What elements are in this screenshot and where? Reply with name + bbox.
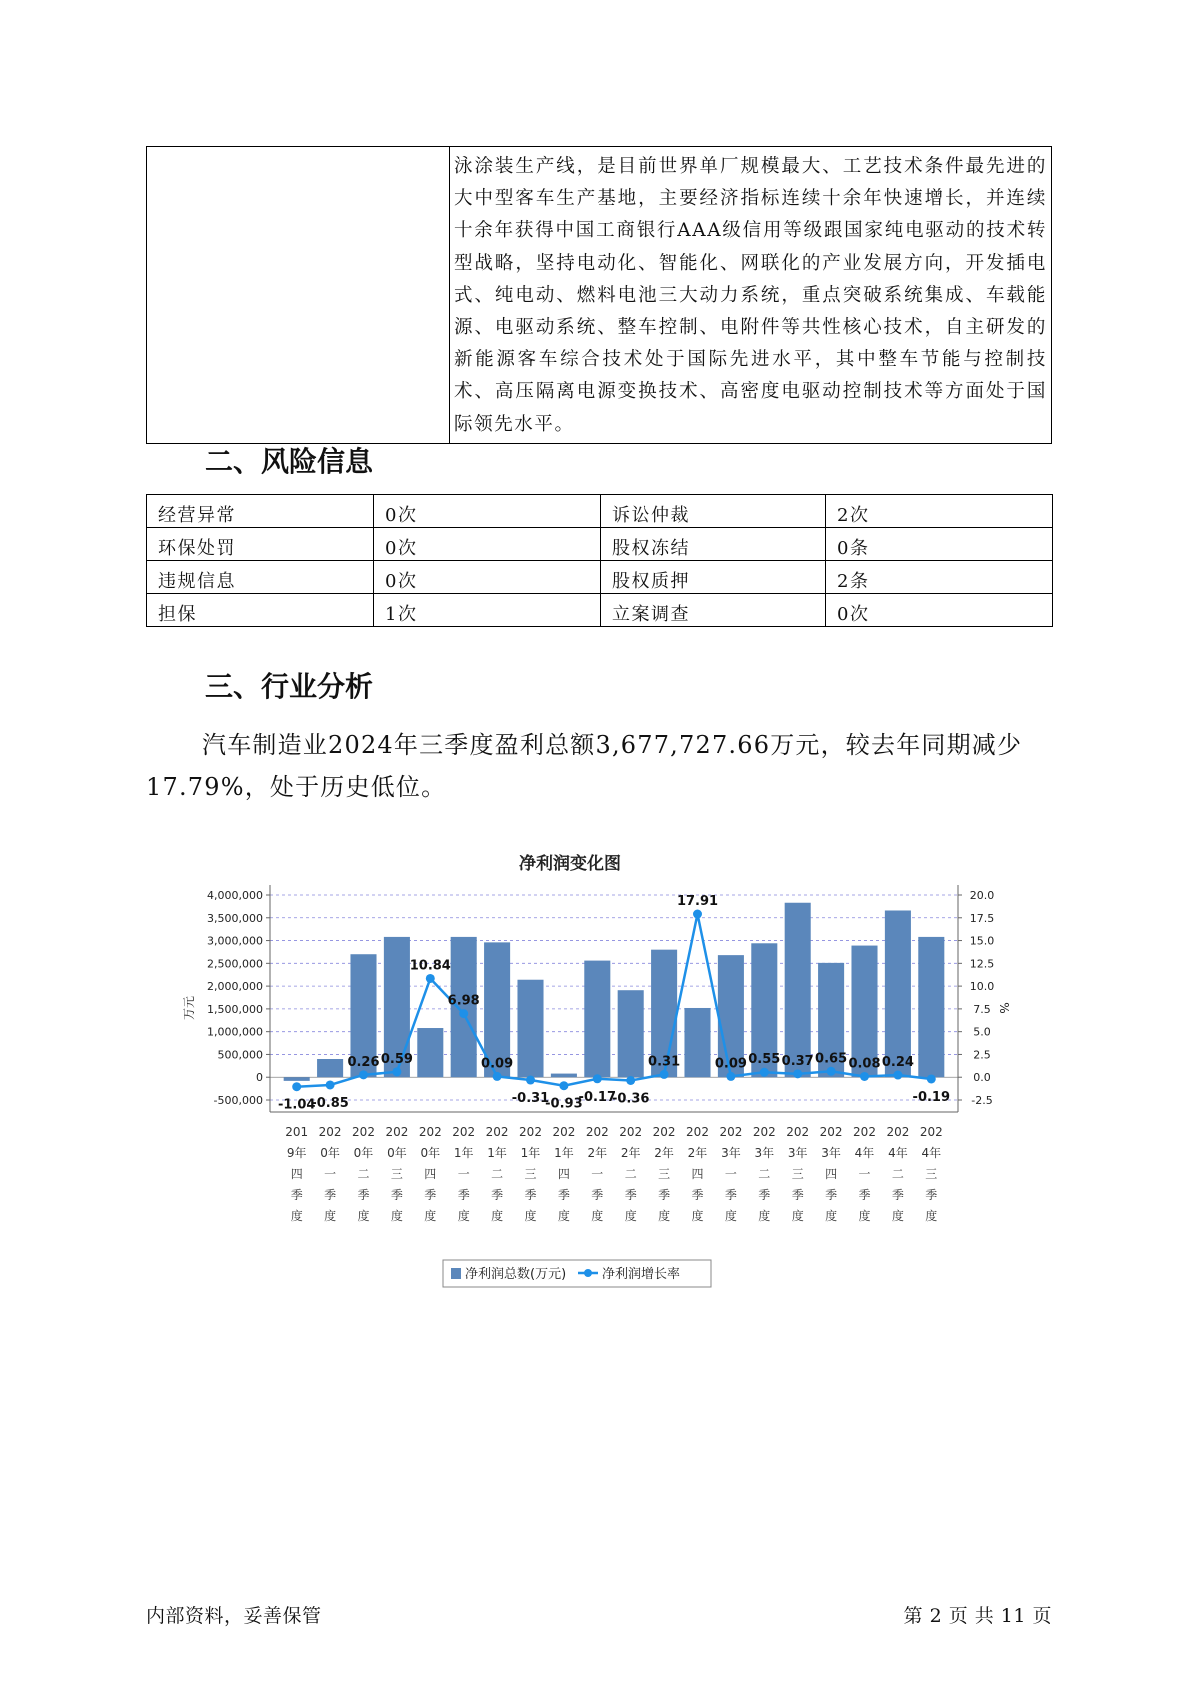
profit-bar bbox=[684, 1008, 710, 1077]
legend-line-label: 净利润增长率 bbox=[602, 1267, 681, 1282]
profit-bar bbox=[785, 903, 811, 1077]
x-category-label: 度 bbox=[290, 1209, 303, 1223]
x-category-label: 202 bbox=[352, 1125, 375, 1139]
risk-table bbox=[146, 494, 1053, 627]
x-category-label: 0年 bbox=[320, 1146, 340, 1160]
risk-value: 2条 bbox=[826, 561, 1053, 594]
risk-row bbox=[147, 561, 1053, 594]
x-category-label: 季 bbox=[691, 1188, 704, 1202]
x-category-label: 二 bbox=[891, 1167, 904, 1181]
x-category-label: 季 bbox=[825, 1188, 838, 1202]
x-category-label: 1年 bbox=[554, 1146, 574, 1160]
x-category-label: 1年 bbox=[453, 1146, 474, 1160]
profit-bar bbox=[417, 1028, 443, 1077]
x-category-label: 202 bbox=[318, 1125, 342, 1139]
profit-bar bbox=[584, 961, 610, 1078]
growth-rate-data-label: 0.26 bbox=[347, 1054, 380, 1070]
x-category-label: 202 bbox=[652, 1125, 676, 1139]
growth-rate-point bbox=[459, 1009, 468, 1018]
legend-bar-label: 净利润总数(万元) bbox=[465, 1267, 567, 1282]
empty-label-cell bbox=[147, 147, 450, 444]
x-category-label: 9年 bbox=[286, 1146, 307, 1160]
x-category-label: 季 bbox=[424, 1188, 437, 1202]
x-category-label: 度 bbox=[524, 1209, 537, 1223]
company-description: 泳涂装生产线，是目前世界单厂规模最大、工艺技术条件最先进的大中型客车生产基地，主要经济指标连续十余年快速增长，并连续十余年获得中国工商银行AAA级信用等级跟国家纯电驱动的技术转型战略，坚持电动化、智能化、网联化的产业发展方向，开发插电式、纯电动、燃料电池三大动力系统，重点突破系统集成、车载能源、电驱动系统、整车控制、电附件等共性核心技术，自主研发的新能源客车综合技术处于国际先进水平，其中整车节能与控制技术、高压隔离电源变换技术、高密度电驱动控制技术等方面处于国际领先水平。 bbox=[450, 147, 1052, 444]
x-category-label: 202 bbox=[919, 1125, 943, 1139]
x-category-label: 201 bbox=[285, 1125, 309, 1139]
y2-tick-label: 5.0 bbox=[973, 1025, 991, 1039]
x-category-label: 0年 bbox=[420, 1146, 441, 1160]
industry-paragraph: 汽车制造业2024年三季度盈利总额3,677,727.66万元，较去年同期减少17.79%，处于历史低位。 bbox=[146, 731, 1023, 801]
x-category-label: 一 bbox=[591, 1167, 604, 1181]
y2-tick-label: 17.5 bbox=[969, 911, 995, 925]
risk-value: 1次 bbox=[374, 594, 601, 627]
x-category-label: 4年 bbox=[854, 1146, 875, 1160]
growth-rate-point bbox=[827, 1067, 836, 1076]
x-category-label: 202 bbox=[619, 1125, 643, 1139]
x-category-label: 四 bbox=[557, 1167, 570, 1181]
risk-label: 立案调查 bbox=[601, 594, 826, 627]
x-category-label: 202 bbox=[786, 1125, 810, 1139]
y2-tick-label: 7.5 bbox=[973, 1002, 991, 1016]
growth-rate-point bbox=[793, 1069, 802, 1078]
y-tick-label: 1,500,000 bbox=[207, 1002, 263, 1016]
x-category-label: 季 bbox=[357, 1188, 370, 1202]
growth-rate-point bbox=[626, 1076, 635, 1085]
growth-rate-point bbox=[760, 1068, 769, 1077]
x-category-label: 四 bbox=[825, 1167, 838, 1181]
growth-rate-data-label: -1.04 bbox=[277, 1097, 316, 1113]
x-category-label: 2年 bbox=[654, 1146, 674, 1160]
x-category-label: 二 bbox=[624, 1167, 637, 1181]
x-category-label: 三 bbox=[390, 1167, 403, 1181]
profit-bar bbox=[284, 1077, 310, 1081]
net-profit-chart bbox=[170, 840, 1011, 1300]
y-tick-label: 3,500,000 bbox=[207, 911, 263, 925]
y2-tick-label: 20.0 bbox=[969, 889, 995, 902]
x-category-label: 度 bbox=[691, 1209, 704, 1223]
x-category-label: 季 bbox=[858, 1188, 871, 1202]
y2-tick-label: 2.5 bbox=[973, 1048, 991, 1062]
x-category-label: 度 bbox=[591, 1209, 604, 1223]
x-category-label: 度 bbox=[658, 1209, 671, 1223]
x-category-label: 季 bbox=[758, 1188, 771, 1202]
x-category-label: 度 bbox=[357, 1209, 370, 1223]
x-category-label: 0年 bbox=[353, 1146, 374, 1160]
growth-rate-data-label: 6.98 bbox=[447, 993, 480, 1009]
x-category-label: 三 bbox=[658, 1167, 671, 1181]
x-category-label: 2年 bbox=[587, 1146, 608, 1160]
growth-rate-point bbox=[392, 1067, 401, 1076]
x-category-label: 二 bbox=[491, 1167, 504, 1181]
y-tick-label: 0 bbox=[256, 1071, 263, 1085]
company-info-table bbox=[146, 146, 1052, 444]
x-category-label: 度 bbox=[791, 1209, 804, 1223]
x-category-label: 三 bbox=[524, 1167, 537, 1181]
x-category-label: 季 bbox=[624, 1188, 637, 1202]
profit-bar bbox=[918, 937, 944, 1077]
y2-tick-label: 12.5 bbox=[969, 957, 995, 971]
footer-confidential-note: 内部资料，妥善保管 bbox=[146, 1605, 322, 1627]
growth-rate-data-label: 0.31 bbox=[648, 1054, 681, 1070]
risk-value: 0次 bbox=[374, 528, 601, 561]
profit-bar bbox=[618, 990, 644, 1077]
x-category-label: 度 bbox=[758, 1209, 771, 1223]
x-category-label: 季 bbox=[457, 1188, 470, 1202]
growth-rate-point bbox=[593, 1074, 602, 1083]
x-category-label: 季 bbox=[290, 1188, 303, 1202]
x-category-label: 季 bbox=[791, 1188, 804, 1202]
growth-rate-data-label: -0.85 bbox=[311, 1095, 349, 1111]
x-category-label: 4年 bbox=[888, 1146, 908, 1160]
x-category-label: 季 bbox=[591, 1188, 604, 1202]
risk-label: 股权质押 bbox=[601, 561, 826, 594]
x-category-label: 度 bbox=[457, 1209, 470, 1223]
x-category-label: 四 bbox=[290, 1167, 303, 1181]
x-category-label: 3年 bbox=[821, 1146, 841, 1160]
growth-rate-data-label: 0.65 bbox=[815, 1051, 848, 1067]
x-category-label: 一 bbox=[858, 1167, 871, 1181]
x-category-label: 3年 bbox=[787, 1146, 808, 1160]
x-category-label: 季 bbox=[724, 1188, 737, 1202]
x-category-label: 3年 bbox=[754, 1146, 775, 1160]
growth-rate-point bbox=[526, 1076, 535, 1085]
risk-section-heading: 二、风险信息 bbox=[205, 445, 374, 478]
x-category-label: 0年 bbox=[387, 1146, 407, 1160]
growth-rate-point bbox=[660, 1070, 669, 1079]
y-axis-title: 万元 bbox=[182, 995, 196, 1021]
risk-label: 担保 bbox=[147, 594, 374, 627]
growth-rate-data-label: -0.31 bbox=[511, 1091, 550, 1107]
x-category-label: 季 bbox=[324, 1188, 337, 1202]
x-category-label: 202 bbox=[886, 1125, 910, 1139]
x-category-label: 三 bbox=[925, 1167, 938, 1181]
growth-rate-point bbox=[559, 1081, 568, 1090]
x-category-label: 度 bbox=[557, 1209, 570, 1223]
x-category-label: 度 bbox=[324, 1209, 337, 1223]
legend-line-marker bbox=[584, 1269, 592, 1277]
growth-rate-point bbox=[860, 1072, 869, 1081]
x-category-label: 4年 bbox=[921, 1146, 942, 1160]
growth-rate-point bbox=[493, 1072, 502, 1081]
x-category-label: 一 bbox=[324, 1167, 337, 1181]
x-category-label: 1年 bbox=[520, 1146, 541, 1160]
x-category-label: 度 bbox=[858, 1209, 871, 1223]
x-category-label: 3年 bbox=[721, 1146, 741, 1160]
risk-value: 2次 bbox=[826, 495, 1053, 528]
growth-rate-point bbox=[326, 1080, 335, 1089]
growth-rate-data-label: 0.55 bbox=[748, 1052, 781, 1068]
industry-section-heading: 三、行业分析 bbox=[205, 670, 374, 703]
x-category-label: 度 bbox=[424, 1209, 437, 1223]
growth-rate-point bbox=[693, 910, 702, 919]
x-category-label: 202 bbox=[686, 1125, 709, 1139]
x-category-label: 季 bbox=[491, 1188, 504, 1202]
x-category-label: 度 bbox=[891, 1209, 904, 1223]
x-category-label: 202 bbox=[585, 1125, 609, 1139]
growth-rate-data-label: 10.84 bbox=[409, 958, 451, 974]
x-category-label: 2年 bbox=[687, 1146, 708, 1160]
x-category-label: 2年 bbox=[620, 1146, 641, 1160]
x-category-label: 202 bbox=[552, 1125, 576, 1139]
y2-tick-label: 10.0 bbox=[969, 980, 995, 994]
growth-rate-point bbox=[927, 1074, 936, 1083]
y2-tick-label: -2.5 bbox=[971, 1094, 993, 1107]
y-tick-label: 1,000,000 bbox=[207, 1025, 263, 1039]
x-category-label: 202 bbox=[719, 1125, 743, 1139]
x-category-label: 202 bbox=[385, 1125, 409, 1139]
x-category-label: 202 bbox=[853, 1125, 876, 1139]
growth-rate-data-label: 0.08 bbox=[848, 1056, 881, 1072]
growth-rate-point bbox=[726, 1072, 735, 1081]
growth-rate-data-label: -0.93 bbox=[545, 1096, 583, 1112]
x-category-label: 202 bbox=[418, 1125, 442, 1139]
risk-label: 违规信息 bbox=[147, 561, 374, 594]
y-tick-label: 2,000,000 bbox=[207, 980, 263, 994]
x-category-label: 度 bbox=[925, 1209, 938, 1223]
x-category-label: 季 bbox=[524, 1188, 537, 1202]
x-category-label: 202 bbox=[819, 1125, 843, 1139]
x-category-label: 季 bbox=[557, 1188, 570, 1202]
growth-rate-data-label: 17.91 bbox=[676, 894, 719, 910]
risk-row bbox=[147, 528, 1053, 561]
x-category-label: 四 bbox=[691, 1167, 704, 1181]
x-category-label: 四 bbox=[424, 1167, 437, 1181]
y-tick-label: -500,000 bbox=[213, 1094, 263, 1107]
x-category-label: 季 bbox=[658, 1188, 671, 1202]
risk-label: 诉讼仲裁 bbox=[601, 495, 826, 528]
x-category-label: 202 bbox=[519, 1125, 542, 1139]
x-category-label: 度 bbox=[624, 1209, 637, 1223]
risk-label: 股权冻结 bbox=[601, 528, 826, 561]
risk-value: 0条 bbox=[826, 528, 1053, 561]
x-category-label: 202 bbox=[485, 1125, 509, 1139]
risk-value: 0次 bbox=[374, 561, 601, 594]
growth-rate-point bbox=[893, 1071, 902, 1080]
profit-bar bbox=[517, 980, 543, 1077]
x-category-label: 度 bbox=[724, 1209, 737, 1223]
risk-value: 0次 bbox=[374, 495, 601, 528]
chart-title: 净利润变化图 bbox=[519, 854, 621, 874]
y2-tick-label: 15.0 bbox=[969, 934, 995, 948]
profit-bar bbox=[317, 1059, 343, 1077]
net-profit-chart-svg bbox=[170, 840, 1011, 1300]
y-tick-label: 4,000,000 bbox=[207, 889, 263, 902]
growth-rate-point bbox=[426, 974, 435, 983]
growth-rate-point bbox=[359, 1070, 368, 1079]
growth-rate-data-label: -0.36 bbox=[611, 1091, 650, 1107]
profit-bar bbox=[885, 910, 911, 1077]
y-tick-label: 3,000,000 bbox=[207, 934, 263, 948]
x-category-label: 季 bbox=[891, 1188, 904, 1202]
legend-bar-swatch bbox=[451, 1268, 461, 1279]
growth-rate-data-label: 0.37 bbox=[781, 1053, 814, 1069]
footer-page-number: 第 2 页 共 11 页 bbox=[903, 1605, 1052, 1627]
x-category-label: 202 bbox=[752, 1125, 776, 1139]
x-category-label: 季 bbox=[925, 1188, 938, 1202]
x-category-label: 一 bbox=[457, 1167, 470, 1181]
risk-label: 经营异常 bbox=[147, 495, 374, 528]
x-category-label: 一 bbox=[724, 1167, 737, 1181]
risk-value: 0次 bbox=[826, 594, 1053, 627]
x-category-label: 1年 bbox=[487, 1146, 507, 1160]
x-category-label: 三 bbox=[791, 1167, 804, 1181]
growth-rate-data-label: 0.09 bbox=[714, 1056, 747, 1072]
risk-row bbox=[147, 594, 1053, 627]
y-tick-label: 2,500,000 bbox=[207, 957, 263, 971]
growth-rate-data-label: -0.17 bbox=[578, 1089, 617, 1105]
growth-rate-point bbox=[292, 1082, 301, 1091]
x-category-label: 度 bbox=[390, 1209, 403, 1223]
x-category-label: 度 bbox=[491, 1209, 504, 1223]
growth-rate-data-label: -0.19 bbox=[912, 1089, 951, 1105]
risk-row bbox=[147, 495, 1053, 528]
growth-rate-data-label: 0.24 bbox=[881, 1055, 914, 1071]
x-category-label: 二 bbox=[357, 1167, 370, 1181]
y2-axis-title: % bbox=[997, 1002, 1011, 1014]
growth-rate-data-label: 0.09 bbox=[481, 1056, 514, 1072]
x-category-label: 二 bbox=[758, 1167, 771, 1181]
risk-label: 环保处罚 bbox=[147, 528, 374, 561]
y-tick-label: 500,000 bbox=[217, 1048, 263, 1062]
y2-tick-label: 0.0 bbox=[973, 1071, 991, 1085]
x-category-label: 度 bbox=[825, 1209, 838, 1223]
x-category-label: 季 bbox=[390, 1188, 403, 1202]
growth-rate-data-label: 0.59 bbox=[380, 1051, 413, 1067]
profit-bar bbox=[551, 1074, 577, 1078]
x-category-label: 202 bbox=[452, 1125, 476, 1139]
